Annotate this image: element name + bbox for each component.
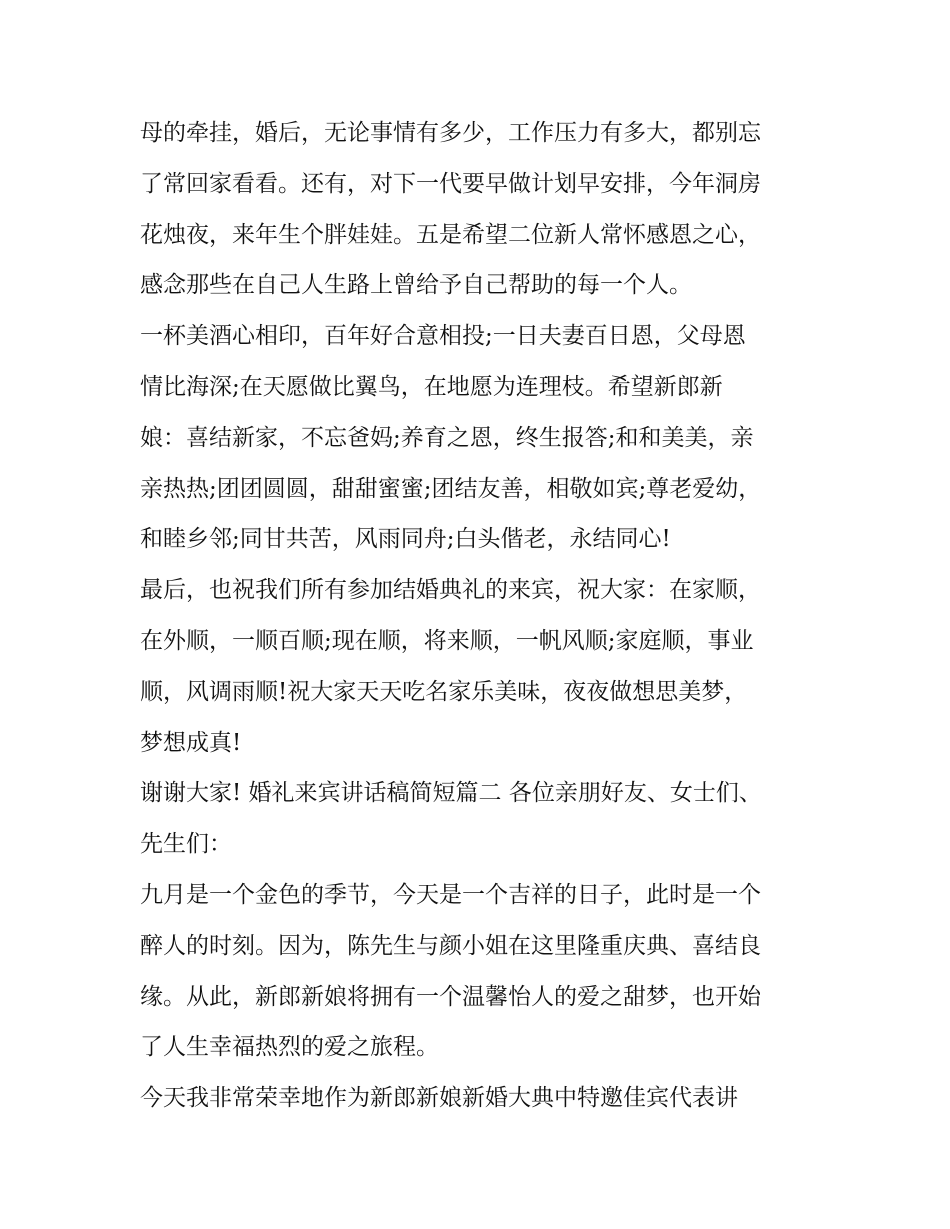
text-line: 今天我非常荣幸地作为新郎新娘新婚大典中特邀佳宾代表讲 (140, 1085, 738, 1112)
text-line: 九月是一个金色的季节，今天是一个吉祥的日子，此时是一个 (140, 881, 761, 908)
text-line: 亲热热;团团圆圆，甜甜蜜蜜;团结友善，相敬如宾;尊老爱幼， (140, 475, 762, 502)
text-line: 梦想成真! (140, 729, 242, 756)
text-line: 先生们： (140, 831, 232, 858)
text-line: 了人生幸福热烈的爱之旅程。 (140, 1034, 439, 1061)
body-text (140, 108, 840, 1124)
text-line: 缘。从此，新郎新娘将拥有一个温馨怡人的爱之甜梦，也开始 (140, 983, 761, 1010)
text-line: 情比海深;在天愿做比翼鸟，在地愿为连理枝。希望新郎新 (140, 373, 723, 400)
text-line: 了常回家看看。还有，对下一代要早做计划早安排，今年洞房 (140, 170, 761, 197)
text-line: 最后，也祝我们所有参加结婚典礼的来宾，祝大家：在家顺， (140, 577, 761, 604)
text-line: 在外顺，一顺百顺;现在顺，将来顺，一帆风顺;家庭顺，事业 (140, 627, 754, 654)
text-line: 花烛夜，来年生个胖娃娃。五是希望二位新人常怀感恩之心， (140, 221, 761, 248)
text-line: 娘：喜结新家，不忘爸妈;养育之恩，终生报答;和和美美，亲 (140, 424, 754, 451)
text-line: 感念那些在自己人生路上曾给予自己帮助的每一个人。 (140, 272, 692, 299)
text-line: 和睦乡邻;同甘共苦，风雨同舟;白头偕老，永结同心! (140, 526, 671, 553)
text-line: 一杯美酒心相印，百年好合意相投;一日夫妻百日恩，父母恩 (140, 323, 746, 350)
text-line: 母的牵挂，婚后，无论事情有多少，工作压力有多大，都别忘 (140, 120, 761, 146)
text-line: 醉人的时刻。因为，陈先生与颜小姐在这里隆重庆典、喜结良 (140, 932, 761, 959)
text-line: 谢谢大家! 婚礼来宾讲话稿简短篇二 各位亲朋好友、女士们、 (140, 780, 762, 807)
text-line: 顺，风调雨顺!祝大家天天吃名家乐美味，夜夜做想思美梦， (140, 678, 748, 705)
